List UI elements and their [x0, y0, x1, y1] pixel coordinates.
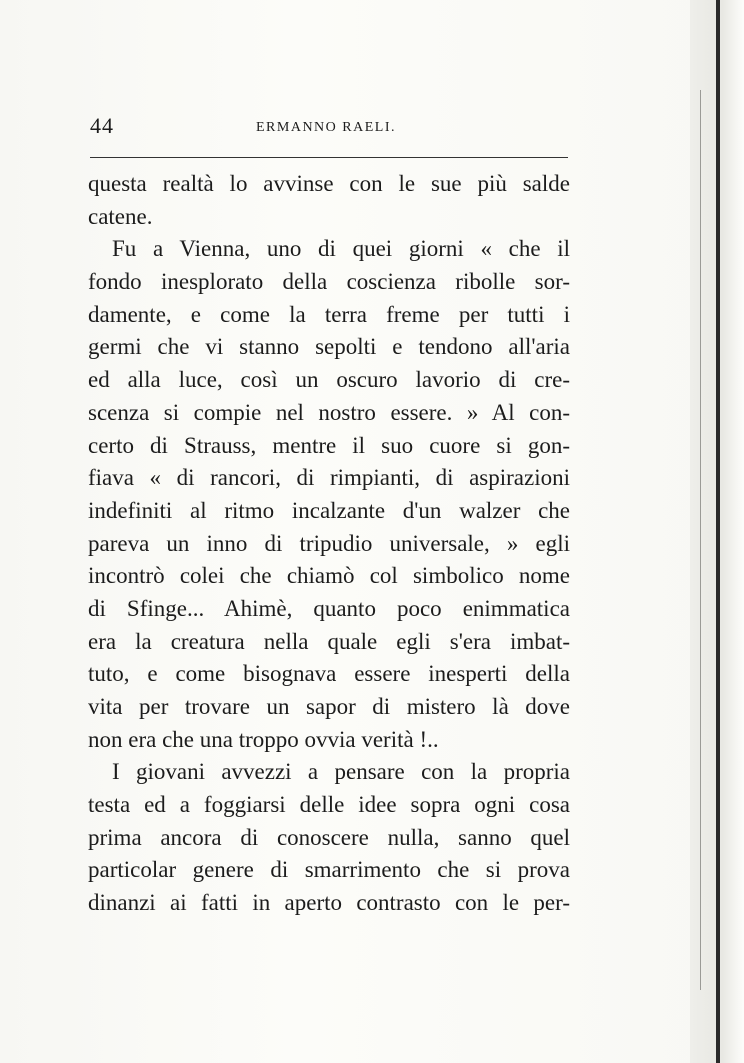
text-line: particolar genere di smarrimento che si prova — [88, 857, 570, 883]
text-line: Fu a Vienna, uno di quei giorni « che il — [112, 236, 570, 262]
running-head: ERMANNO RAELI. — [256, 120, 396, 135]
text-line: dinanzi ai fatti in aperto contrasto con le per- — [88, 890, 570, 916]
text-line: fondo inesplorato della coscienza ribolle sor- — [88, 269, 570, 295]
text-line: catene. — [88, 203, 153, 229]
text-line: non era che una troppo ovvia verità !.. — [88, 726, 439, 752]
text-line: I giovani avvezzi a pensare con la propria — [112, 759, 570, 785]
text-line: questa realtà lo avvinse con le sue più salde — [88, 171, 570, 196]
text-line: certo di Strauss, mentre il suo cuore si gon- — [88, 432, 570, 458]
text-line: fiava « di rancori, di rimpianti, di aspirazioni — [88, 465, 570, 491]
text-line: ed alla luce, così un oscuro lavorio di cre- — [88, 367, 570, 393]
text-line: germi che vi stanno sepolti e tendono all'aria — [88, 334, 570, 360]
book-spine-edge — [716, 0, 720, 1063]
page-header — [90, 113, 566, 143]
text-line: testa ed a foggiarsi delle idee sopra ogni cosa — [88, 792, 570, 818]
text-line: damente, e come la terra freme per tutti i — [88, 301, 570, 327]
page-edge-line — [700, 90, 701, 990]
text-line: pareva un inno di tripudio universale, » egli — [88, 530, 570, 556]
text-line: incontrò colei che chiamò col simbolico nome — [88, 563, 570, 589]
text-line: indefiniti al ritmo incalzante d'un walzer che — [88, 497, 570, 523]
text-line: scenza si compie nel nostro essere. » Al con- — [88, 399, 570, 425]
body-text — [88, 168, 570, 920]
text-line: vita per trovare un sapor di mistero là dove — [88, 694, 570, 719]
text-line: era la creatura nella quale egli s'era imbat- — [88, 628, 570, 654]
text-line: tuto, e come bisognava essere inesperti della — [88, 661, 570, 687]
header-rule — [90, 157, 568, 158]
text-line: prima ancora di conoscere nulla, sanno quel — [88, 824, 570, 850]
page-number: 44 — [90, 113, 114, 138]
text-line: di Sfinge... Ahimè, quanto poco enimmatica — [88, 595, 570, 621]
